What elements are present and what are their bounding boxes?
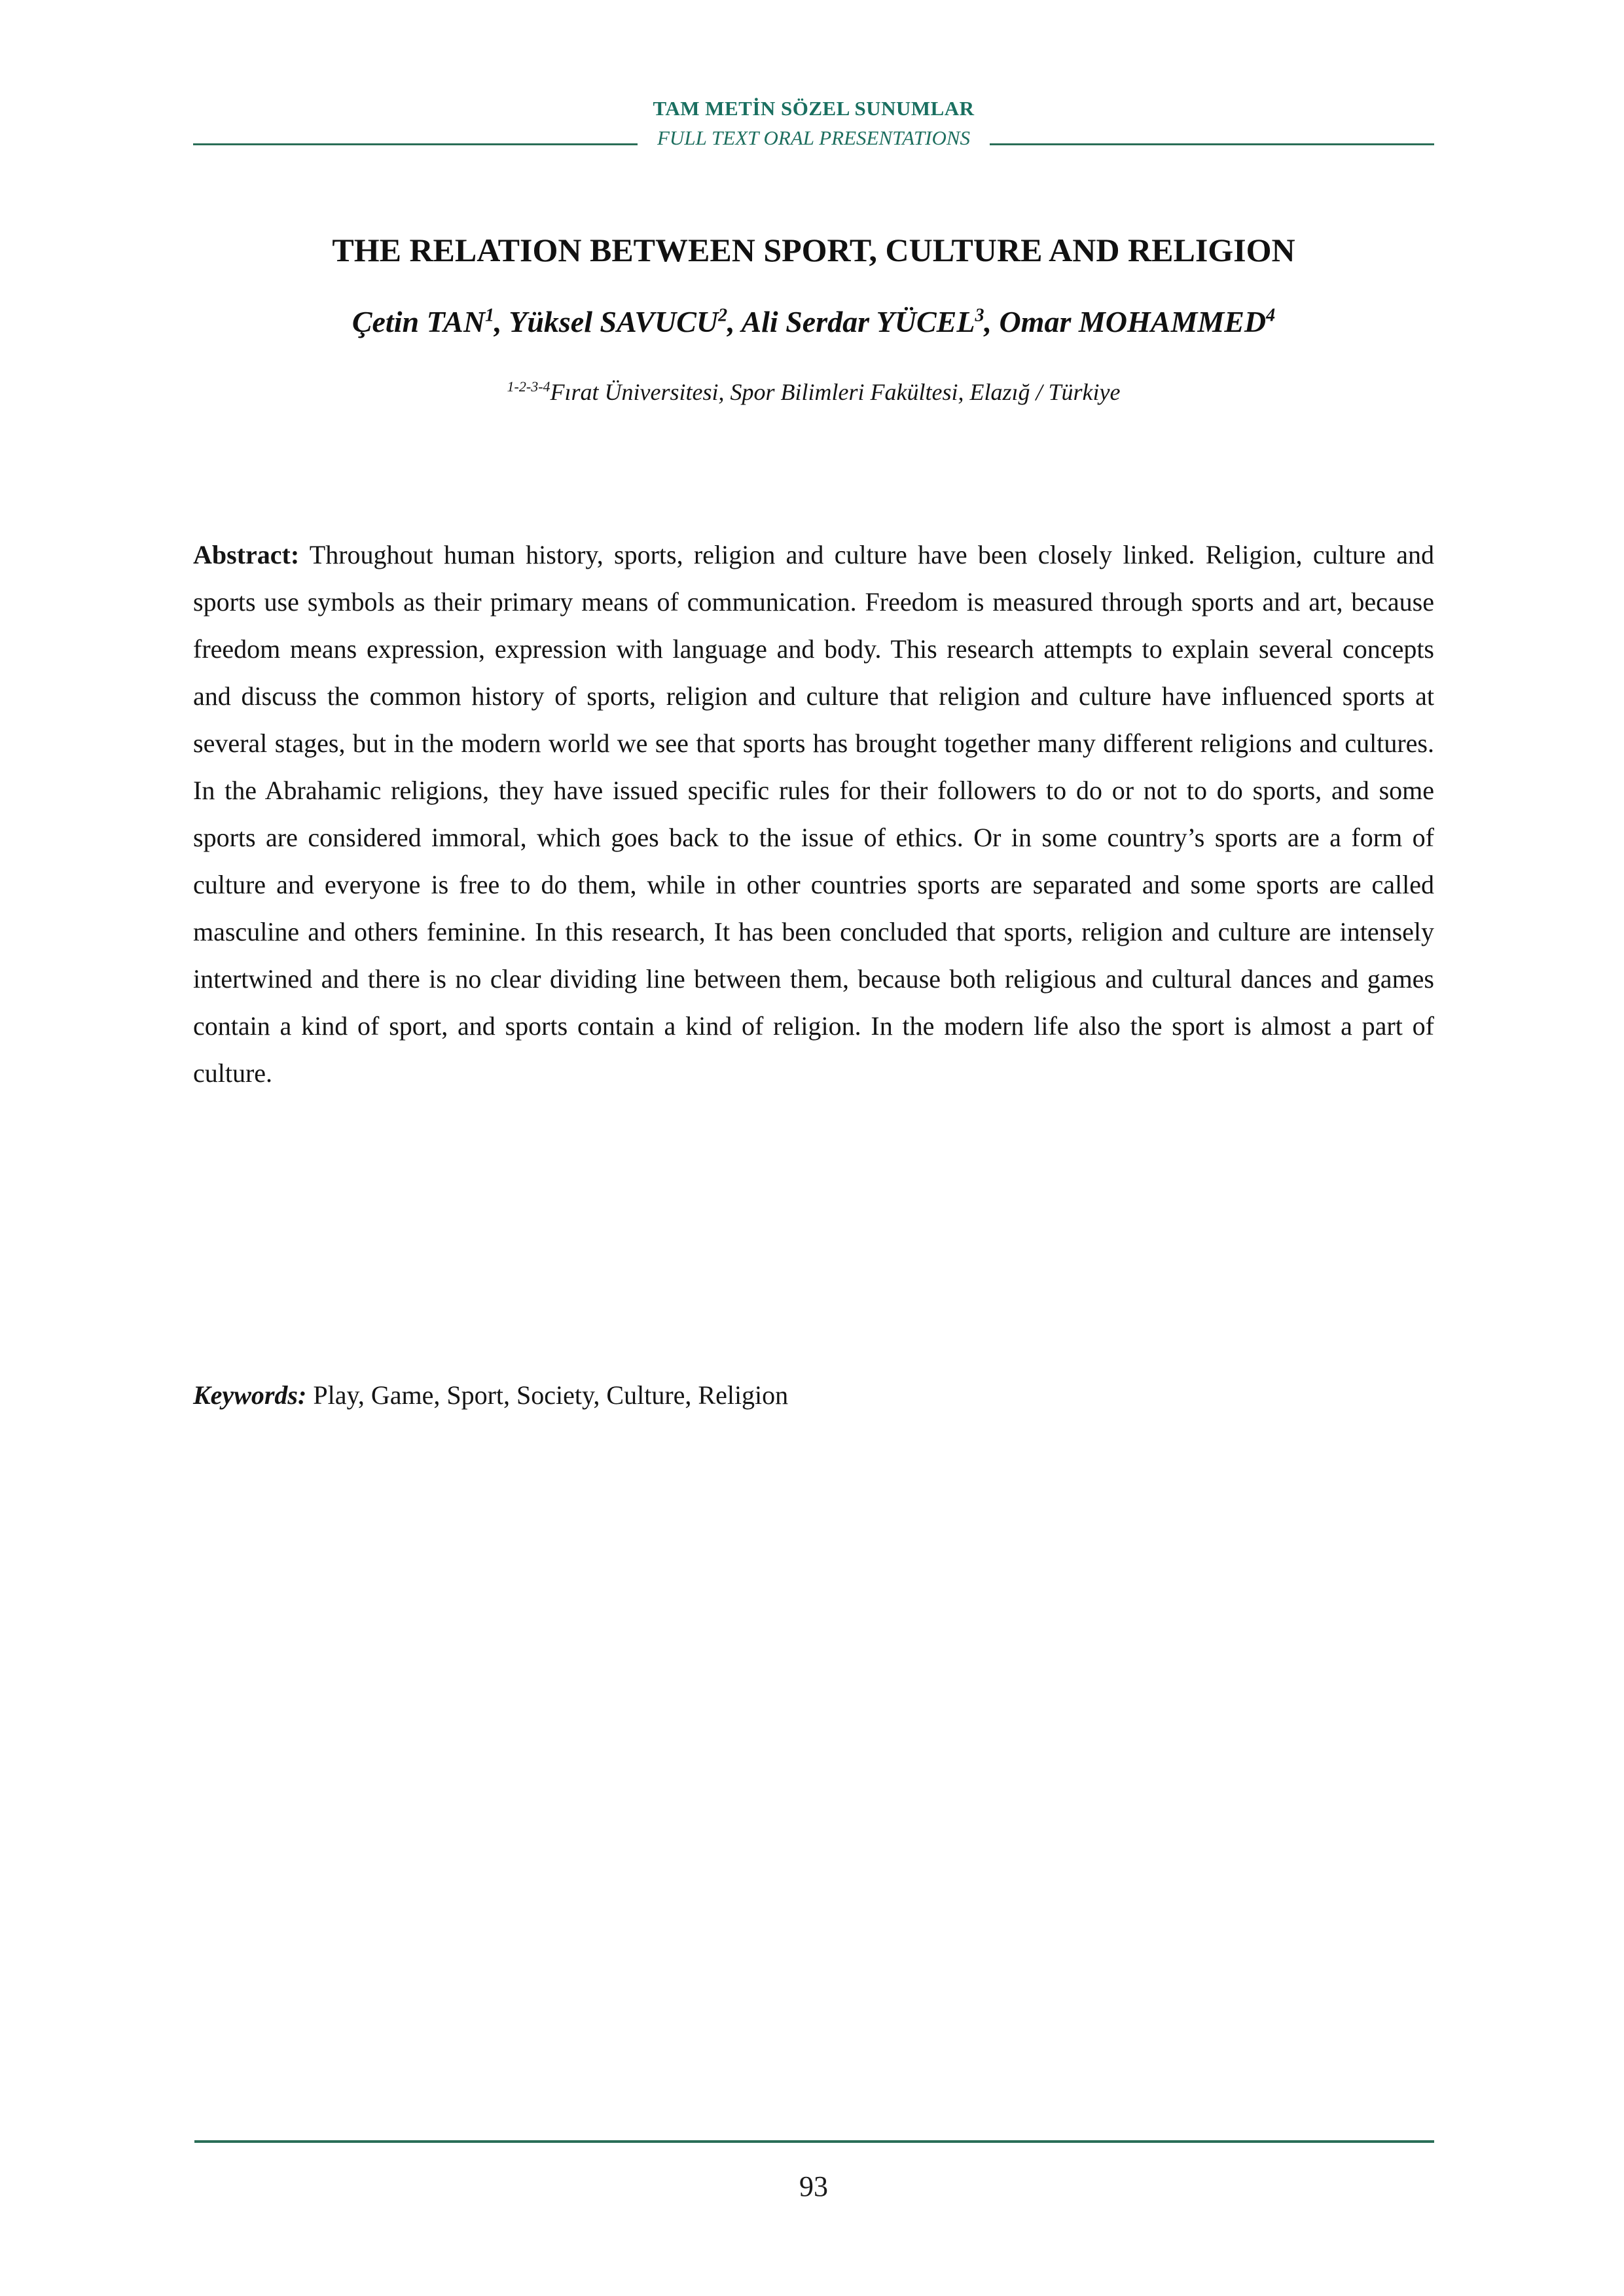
author-superscript: 4: [1266, 305, 1276, 326]
author-name: Omar MOHAMMED: [999, 305, 1267, 338]
author-name: Ali Serdar YÜCEL: [741, 305, 975, 338]
authors-line: Çetin TAN$^1$, Yüksel SAVUCU$^2$, Ali Serdar YÜCEL$^3$, Omar MOHAMMED$^4$: [352, 305, 1276, 338]
running-header: [193, 96, 1434, 152]
abstract-label: Abstract:: [193, 540, 300, 569]
author-superscript: 1: [485, 305, 495, 326]
header-title-english: FULL TEXT ORAL PRESENTATIONS: [657, 126, 971, 149]
keywords-label: Keywords:: [193, 1380, 307, 1410]
affiliation-text: Fırat Üniversitesi, Spor Bilimleri Fakültesi, Elazığ / Türkiye: [550, 379, 1121, 405]
author-name: Çetin TAN: [352, 305, 486, 338]
page-number: 93: [799, 2170, 828, 2202]
abstract-text: Throughout human history, sports, religion and culture have been closely linked. Religion, culture and sports use symbols as their primary means of communication. Freedom is measured through sports and art, because freedom means expression, expression with language and body. This research attempts to explain several concepts and discuss the common history of sports, religion and culture that religion and culture have influenced sports at several stages, but in the modern world we see that sports has brought together many different religions and cultures. In the Abrahamic religions, they have issued specific rules for their followers to do or not to do sports, and some sports are considered immoral, which goes back to the issue of ethics. Or in some country’s sports are a form of culture and everyone is free to do them, while in other countries sports are separated and some sports are called masculine and others feminine. In this research, It has been concluded that sports, religion and culture are intensely intertwined and there is no clear dividing line between them, because both religious and cultural dances and games contain a kind of sport, and sports contain a kind of religion. In the modern life also the sport is almost a part of culture.: [193, 540, 1434, 1088]
affiliation-line: [193, 377, 1434, 407]
footer-rule: [194, 2140, 1434, 2143]
author-superscript: 3: [975, 305, 984, 326]
keywords-line: [193, 1372, 1434, 1419]
author-name: Yüksel SAVUCU: [509, 305, 719, 338]
header-title-turkish: TAM METİN SÖZEL SUNUMLAR: [653, 97, 975, 120]
header-rule-left: [193, 143, 638, 145]
affiliation-superscript: 1-2-3-4: [507, 378, 550, 395]
author-superscript: 2: [718, 305, 728, 326]
header-rule-row: [193, 124, 1434, 152]
header-rule-right: [990, 143, 1434, 145]
article-title: THE RELATION BETWEEN SPORT, CULTURE AND RELIGION: [332, 232, 1295, 268]
abstract-paragraph: [193, 531, 1434, 1097]
keywords-text: Play, Game, Sport, Society, Culture, Religion: [313, 1380, 789, 1410]
